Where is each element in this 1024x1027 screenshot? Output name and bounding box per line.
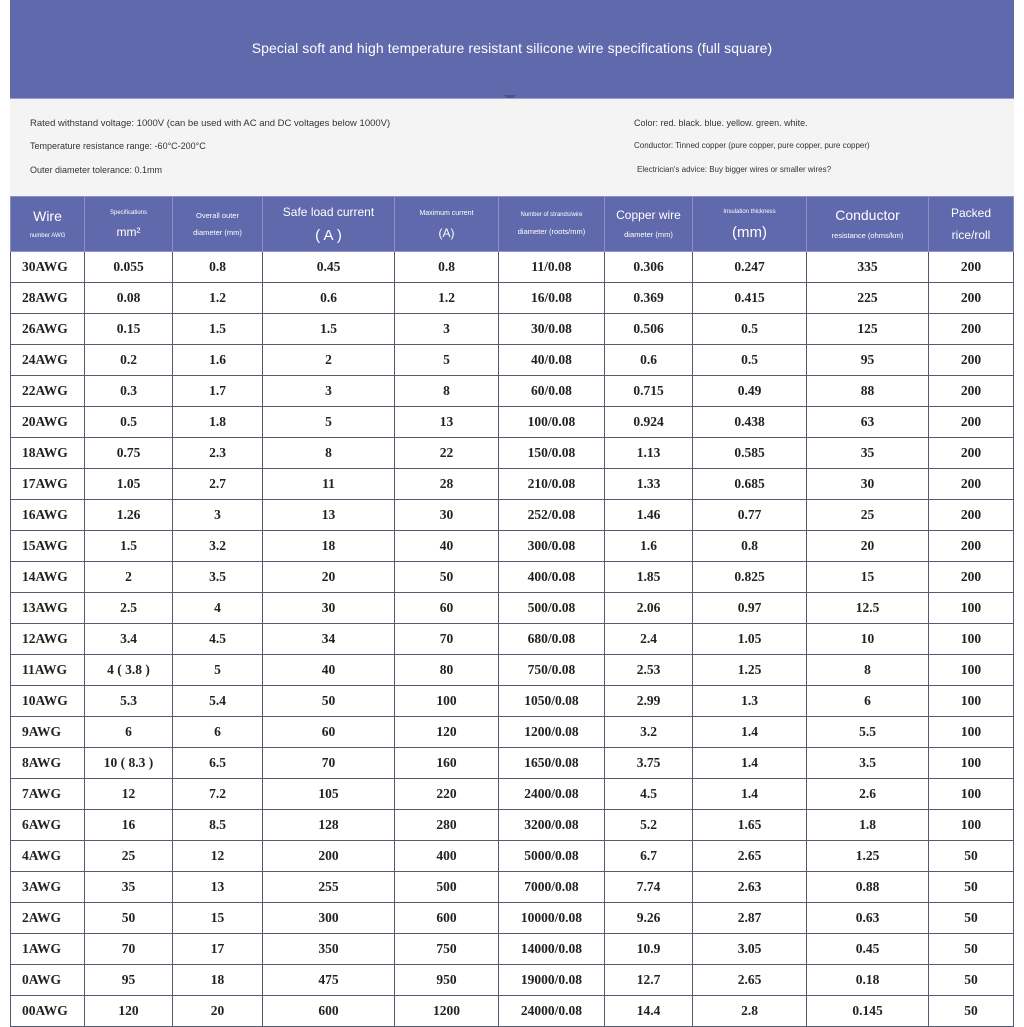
- cell-packed: 50: [929, 965, 1014, 996]
- cell-copper-diameter: 12.7: [605, 965, 693, 996]
- cell-cross-section: 0.055: [85, 252, 173, 283]
- cell-strands: 100/0.08: [499, 407, 605, 438]
- table-row: [11, 996, 1014, 1027]
- voltage-note: Rated withstand voltage: 1000V (can be used with AC and DC voltages below 1000V): [30, 118, 391, 129]
- cell-resistance: 0.45: [807, 934, 929, 965]
- cell-strands: 11/0.08: [499, 252, 605, 283]
- cell-insulation: 0.5: [693, 314, 807, 345]
- cell-packed: 100: [929, 810, 1014, 841]
- cell-copper-diameter: 7.74: [605, 872, 693, 903]
- cell-outer-diameter: 5: [173, 655, 263, 686]
- cell-packed: 200: [929, 531, 1014, 562]
- cell-safe-current: 300: [263, 903, 395, 934]
- cell-packed: 200: [929, 469, 1014, 500]
- cell-packed: 50: [929, 934, 1014, 965]
- cell-wire-gauge: 10AWG: [11, 686, 85, 717]
- table-body: [11, 252, 1014, 1027]
- cell-strands: 1050/0.08: [499, 686, 605, 717]
- cell-copper-diameter: 2.4: [605, 624, 693, 655]
- cell-insulation: 2.8: [693, 996, 807, 1027]
- cell-outer-diameter: 3: [173, 500, 263, 531]
- cell-insulation: 0.438: [693, 407, 807, 438]
- cell-resistance: 0.63: [807, 903, 929, 934]
- cell-outer-diameter: 2.7: [173, 469, 263, 500]
- cell-copper-diameter: 3.75: [605, 748, 693, 779]
- cell-strands: 500/0.08: [499, 593, 605, 624]
- cell-wire-gauge: 4AWG: [11, 841, 85, 872]
- cell-safe-current: 11: [263, 469, 395, 500]
- cell-packed: 50: [929, 872, 1014, 903]
- cell-packed: 100: [929, 717, 1014, 748]
- advice-note: Electrician's advice: Buy bigger wires or smaller wires?: [637, 165, 832, 174]
- table-row: [11, 779, 1014, 810]
- cell-strands: 750/0.08: [499, 655, 605, 686]
- cell-wire-gauge: 13AWG: [11, 593, 85, 624]
- table-row: [11, 810, 1014, 841]
- cell-max-current: 160: [395, 748, 499, 779]
- cell-packed: 200: [929, 500, 1014, 531]
- cell-copper-diameter: 1.6: [605, 531, 693, 562]
- cell-outer-diameter: 1.5: [173, 314, 263, 345]
- cell-strands: 19000/0.08: [499, 965, 605, 996]
- cell-wire-gauge: 00AWG: [11, 996, 85, 1027]
- cell-max-current: 40: [395, 531, 499, 562]
- cell-cross-section: 3.4: [85, 624, 173, 655]
- cell-packed: 200: [929, 562, 1014, 593]
- cell-packed: 50: [929, 841, 1014, 872]
- cell-packed: 100: [929, 624, 1014, 655]
- cell-cross-section: 0.15: [85, 314, 173, 345]
- cell-insulation: 2.87: [693, 903, 807, 934]
- cell-packed: 50: [929, 903, 1014, 934]
- cell-packed: 100: [929, 686, 1014, 717]
- cell-outer-diameter: 5.4: [173, 686, 263, 717]
- header-insulation: Insulation thickness (mm): [693, 197, 807, 252]
- cell-copper-diameter: 0.306: [605, 252, 693, 283]
- cell-max-current: 500: [395, 872, 499, 903]
- cell-resistance: 20: [807, 531, 929, 562]
- cell-resistance: 0.18: [807, 965, 929, 996]
- title-banner: [10, 0, 1014, 98]
- cell-outer-diameter: 17: [173, 934, 263, 965]
- cell-outer-diameter: 12: [173, 841, 263, 872]
- cell-insulation: 1.65: [693, 810, 807, 841]
- cell-max-current: 22: [395, 438, 499, 469]
- cell-wire-gauge: 2AWG: [11, 903, 85, 934]
- header-wire: Wire number AWG: [11, 197, 85, 252]
- cell-resistance: 15: [807, 562, 929, 593]
- cell-strands: 7000/0.08: [499, 872, 605, 903]
- cell-outer-diameter: 4.5: [173, 624, 263, 655]
- cell-packed: 200: [929, 314, 1014, 345]
- cell-outer-diameter: 1.2: [173, 283, 263, 314]
- cell-packed: 200: [929, 283, 1014, 314]
- cell-copper-diameter: 0.924: [605, 407, 693, 438]
- cell-resistance: 0.145: [807, 996, 929, 1027]
- cell-resistance: 0.88: [807, 872, 929, 903]
- table-row: [11, 407, 1014, 438]
- cell-strands: 3200/0.08: [499, 810, 605, 841]
- cell-cross-section: 0.3: [85, 376, 173, 407]
- wire-spec-table: [10, 196, 1014, 1027]
- cell-strands: 30/0.08: [499, 314, 605, 345]
- cell-resistance: 1.8: [807, 810, 929, 841]
- cell-wire-gauge: 15AWG: [11, 531, 85, 562]
- header-conductor-resistance: Conductor resistance (ohms/km): [807, 197, 929, 252]
- cell-packed: 200: [929, 376, 1014, 407]
- cell-strands: 1650/0.08: [499, 748, 605, 779]
- cell-packed: 50: [929, 996, 1014, 1027]
- cell-insulation: 0.247: [693, 252, 807, 283]
- cell-max-current: 28: [395, 469, 499, 500]
- cell-copper-diameter: 1.13: [605, 438, 693, 469]
- cell-outer-diameter: 6.5: [173, 748, 263, 779]
- cell-strands: 300/0.08: [499, 531, 605, 562]
- cell-outer-diameter: 6: [173, 717, 263, 748]
- cell-wire-gauge: 20AWG: [11, 407, 85, 438]
- table-row: [11, 748, 1014, 779]
- cell-insulation: 1.4: [693, 748, 807, 779]
- table-row: [11, 562, 1014, 593]
- cell-cross-section: 4 ( 3.8 ): [85, 655, 173, 686]
- cell-cross-section: 25: [85, 841, 173, 872]
- table-row: [11, 438, 1014, 469]
- cell-resistance: 35: [807, 438, 929, 469]
- cell-safe-current: 475: [263, 965, 395, 996]
- cell-safe-current: 40: [263, 655, 395, 686]
- cell-cross-section: 6: [85, 717, 173, 748]
- cell-insulation: 1.4: [693, 779, 807, 810]
- cell-safe-current: 200: [263, 841, 395, 872]
- table-row: [11, 283, 1014, 314]
- cell-strands: 1200/0.08: [499, 717, 605, 748]
- cell-insulation: 1.25: [693, 655, 807, 686]
- cell-strands: 150/0.08: [499, 438, 605, 469]
- cell-max-current: 70: [395, 624, 499, 655]
- cell-cross-section: 120: [85, 996, 173, 1027]
- cell-max-current: 60: [395, 593, 499, 624]
- cell-strands: 252/0.08: [499, 500, 605, 531]
- header-copper-wire: Copper wire diameter (mm): [605, 197, 693, 252]
- header-row: [11, 197, 1014, 252]
- cell-safe-current: 20: [263, 562, 395, 593]
- cell-strands: 680/0.08: [499, 624, 605, 655]
- cell-wire-gauge: 24AWG: [11, 345, 85, 376]
- cell-insulation: 0.585: [693, 438, 807, 469]
- cell-max-current: 3: [395, 314, 499, 345]
- cell-outer-diameter: 1.8: [173, 407, 263, 438]
- cell-safe-current: 0.45: [263, 252, 395, 283]
- header-maximum-current: Maximum current (A): [395, 197, 499, 252]
- table-row: [11, 717, 1014, 748]
- table-row: [11, 593, 1014, 624]
- cell-wire-gauge: 18AWG: [11, 438, 85, 469]
- header-packed: Packed rice/roll: [929, 197, 1014, 252]
- cell-safe-current: 70: [263, 748, 395, 779]
- cell-cross-section: 16: [85, 810, 173, 841]
- cell-max-current: 120: [395, 717, 499, 748]
- cell-wire-gauge: 7AWG: [11, 779, 85, 810]
- cell-resistance: 3.5: [807, 748, 929, 779]
- table-row: [11, 686, 1014, 717]
- cell-copper-diameter: 10.9: [605, 934, 693, 965]
- cell-max-current: 30: [395, 500, 499, 531]
- cell-outer-diameter: 15: [173, 903, 263, 934]
- cell-strands: 10000/0.08: [499, 903, 605, 934]
- cell-copper-diameter: 2.99: [605, 686, 693, 717]
- cell-copper-diameter: 9.26: [605, 903, 693, 934]
- page-title: Special soft and high temperature resistant silicone wire specifications (full square): [251, 40, 773, 56]
- cell-safe-current: 600: [263, 996, 395, 1027]
- cell-wire-gauge: 8AWG: [11, 748, 85, 779]
- table-row: [11, 934, 1014, 965]
- cell-safe-current: 255: [263, 872, 395, 903]
- cell-strands: 16/0.08: [499, 283, 605, 314]
- cell-copper-diameter: 0.6: [605, 345, 693, 376]
- cell-outer-diameter: 18: [173, 965, 263, 996]
- cell-max-current: 600: [395, 903, 499, 934]
- table-row: [11, 872, 1014, 903]
- cell-insulation: 0.5: [693, 345, 807, 376]
- cell-wire-gauge: 30AWG: [11, 252, 85, 283]
- cell-wire-gauge: 11AWG: [11, 655, 85, 686]
- color-note: Color: red. black. blue. yellow. green. white.: [634, 118, 808, 128]
- cell-resistance: 30: [807, 469, 929, 500]
- cell-wire-gauge: 9AWG: [11, 717, 85, 748]
- table-row: [11, 903, 1014, 934]
- cell-safe-current: 13: [263, 500, 395, 531]
- cell-outer-diameter: 8.5: [173, 810, 263, 841]
- cell-copper-diameter: 0.506: [605, 314, 693, 345]
- cell-cross-section: 2.5: [85, 593, 173, 624]
- cell-strands: 60/0.08: [499, 376, 605, 407]
- cell-packed: 100: [929, 779, 1014, 810]
- cell-copper-diameter: 2.53: [605, 655, 693, 686]
- cell-cross-section: 0.5: [85, 407, 173, 438]
- cell-strands: 5000/0.08: [499, 841, 605, 872]
- cell-insulation: 0.77: [693, 500, 807, 531]
- cell-insulation: 2.65: [693, 841, 807, 872]
- table-row: [11, 252, 1014, 283]
- header-outer-diameter: Overall outer diameter (mm): [173, 197, 263, 252]
- spec-info-panel: [10, 98, 1014, 196]
- cell-copper-diameter: 14.4: [605, 996, 693, 1027]
- cell-insulation: 3.05: [693, 934, 807, 965]
- cell-wire-gauge: 26AWG: [11, 314, 85, 345]
- cell-outer-diameter: 0.8: [173, 252, 263, 283]
- cell-cross-section: 1.05: [85, 469, 173, 500]
- cell-insulation: 2.63: [693, 872, 807, 903]
- cell-cross-section: 50: [85, 903, 173, 934]
- tolerance-note: Outer diameter tolerance: 0.1mm: [30, 165, 163, 175]
- cell-resistance: 12.5: [807, 593, 929, 624]
- cell-wire-gauge: 22AWG: [11, 376, 85, 407]
- cell-safe-current: 60: [263, 717, 395, 748]
- cell-outer-diameter: 13: [173, 872, 263, 903]
- cell-wire-gauge: 16AWG: [11, 500, 85, 531]
- cell-cross-section: 1.26: [85, 500, 173, 531]
- cell-packed: 200: [929, 438, 1014, 469]
- cell-copper-diameter: 3.2: [605, 717, 693, 748]
- cell-strands: 14000/0.08: [499, 934, 605, 965]
- cell-safe-current: 18: [263, 531, 395, 562]
- cell-resistance: 8: [807, 655, 929, 686]
- cell-safe-current: 50: [263, 686, 395, 717]
- cell-wire-gauge: 1AWG: [11, 934, 85, 965]
- cell-wire-gauge: 12AWG: [11, 624, 85, 655]
- cell-copper-diameter: 2.06: [605, 593, 693, 624]
- table-row: [11, 965, 1014, 996]
- cell-strands: 2400/0.08: [499, 779, 605, 810]
- cell-copper-diameter: 1.33: [605, 469, 693, 500]
- cell-strands: 400/0.08: [499, 562, 605, 593]
- cell-copper-diameter: 4.5: [605, 779, 693, 810]
- cell-resistance: 10: [807, 624, 929, 655]
- cell-resistance: 25: [807, 500, 929, 531]
- cell-cross-section: 10 ( 8.3 ): [85, 748, 173, 779]
- cell-max-current: 50: [395, 562, 499, 593]
- cell-resistance: 63: [807, 407, 929, 438]
- cell-max-current: 5: [395, 345, 499, 376]
- cell-insulation: 0.97: [693, 593, 807, 624]
- cell-packed: 200: [929, 407, 1014, 438]
- cell-packed: 200: [929, 252, 1014, 283]
- table-row: [11, 469, 1014, 500]
- cell-insulation: 0.8: [693, 531, 807, 562]
- cell-insulation: 1.05: [693, 624, 807, 655]
- cell-wire-gauge: 28AWG: [11, 283, 85, 314]
- table-row: [11, 624, 1014, 655]
- cell-max-current: 100: [395, 686, 499, 717]
- cell-max-current: 1.2: [395, 283, 499, 314]
- cell-wire-gauge: 17AWG: [11, 469, 85, 500]
- cell-copper-diameter: 1.85: [605, 562, 693, 593]
- cell-copper-diameter: 6.7: [605, 841, 693, 872]
- cell-max-current: 750: [395, 934, 499, 965]
- header-strands: Number of strands/wire diameter (roots/mm): [499, 197, 605, 252]
- cell-cross-section: 5.3: [85, 686, 173, 717]
- cell-max-current: 950: [395, 965, 499, 996]
- cell-safe-current: 105: [263, 779, 395, 810]
- cell-max-current: 280: [395, 810, 499, 841]
- cell-safe-current: 128: [263, 810, 395, 841]
- cell-outer-diameter: 3.2: [173, 531, 263, 562]
- cell-resistance: 1.25: [807, 841, 929, 872]
- cell-packed: 100: [929, 593, 1014, 624]
- cell-copper-diameter: 1.46: [605, 500, 693, 531]
- cell-resistance: 225: [807, 283, 929, 314]
- cell-max-current: 0.8: [395, 252, 499, 283]
- cell-insulation: 1.4: [693, 717, 807, 748]
- cell-resistance: 88: [807, 376, 929, 407]
- cell-outer-diameter: 4: [173, 593, 263, 624]
- cell-outer-diameter: 1.7: [173, 376, 263, 407]
- cell-insulation: 0.415: [693, 283, 807, 314]
- table-row: [11, 376, 1014, 407]
- cell-outer-diameter: 2.3: [173, 438, 263, 469]
- cell-cross-section: 0.2: [85, 345, 173, 376]
- cell-max-current: 400: [395, 841, 499, 872]
- cell-wire-gauge: 6AWG: [11, 810, 85, 841]
- table-row: [11, 841, 1014, 872]
- cell-max-current: 1200: [395, 996, 499, 1027]
- cell-max-current: 80: [395, 655, 499, 686]
- table-row: [11, 655, 1014, 686]
- cell-insulation: 0.825: [693, 562, 807, 593]
- table-row: [11, 500, 1014, 531]
- cell-strands: 40/0.08: [499, 345, 605, 376]
- table-row: [11, 531, 1014, 562]
- cell-insulation: 1.3: [693, 686, 807, 717]
- cell-insulation: 0.685: [693, 469, 807, 500]
- cell-max-current: 13: [395, 407, 499, 438]
- cell-cross-section: 1.5: [85, 531, 173, 562]
- cell-safe-current: 34: [263, 624, 395, 655]
- cell-insulation: 0.49: [693, 376, 807, 407]
- cell-max-current: 8: [395, 376, 499, 407]
- cell-cross-section: 95: [85, 965, 173, 996]
- spec-table-wrapper: [10, 196, 1013, 1027]
- cell-strands: 24000/0.08: [499, 996, 605, 1027]
- cell-safe-current: 30: [263, 593, 395, 624]
- table-row: [11, 314, 1014, 345]
- cell-cross-section: 0.08: [85, 283, 173, 314]
- cell-resistance: 6: [807, 686, 929, 717]
- cell-resistance: 125: [807, 314, 929, 345]
- cell-safe-current: 350: [263, 934, 395, 965]
- cell-wire-gauge: 3AWG: [11, 872, 85, 903]
- cell-wire-gauge: 14AWG: [11, 562, 85, 593]
- temperature-note: Temperature resistance range: -60°C-200°C: [30, 141, 206, 151]
- cell-packed: 200: [929, 345, 1014, 376]
- header-spec: Specifications mm²: [85, 197, 173, 252]
- cell-cross-section: 12: [85, 779, 173, 810]
- cell-copper-diameter: 5.2: [605, 810, 693, 841]
- cell-cross-section: 0.75: [85, 438, 173, 469]
- cell-safe-current: 2: [263, 345, 395, 376]
- cell-resistance: 335: [807, 252, 929, 283]
- cell-safe-current: 0.6: [263, 283, 395, 314]
- cell-safe-current: 1.5: [263, 314, 395, 345]
- cell-cross-section: 35: [85, 872, 173, 903]
- cell-max-current: 220: [395, 779, 499, 810]
- cell-outer-diameter: 1.6: [173, 345, 263, 376]
- table-row: [11, 345, 1014, 376]
- cell-strands: 210/0.08: [499, 469, 605, 500]
- cell-copper-diameter: 0.369: [605, 283, 693, 314]
- cell-outer-diameter: 20: [173, 996, 263, 1027]
- cell-cross-section: 70: [85, 934, 173, 965]
- cell-copper-diameter: 0.715: [605, 376, 693, 407]
- cell-insulation: 2.65: [693, 965, 807, 996]
- cell-safe-current: 5: [263, 407, 395, 438]
- header-safe-load-current: Safe load current ( A ): [263, 197, 395, 252]
- cell-outer-diameter: 7.2: [173, 779, 263, 810]
- cell-packed: 100: [929, 748, 1014, 779]
- cell-packed: 100: [929, 655, 1014, 686]
- cell-cross-section: 2: [85, 562, 173, 593]
- cell-outer-diameter: 3.5: [173, 562, 263, 593]
- cell-resistance: 5.5: [807, 717, 929, 748]
- cell-safe-current: 3: [263, 376, 395, 407]
- conductor-note: Conductor: Tinned copper (pure copper, pure copper, pure copper): [634, 141, 870, 150]
- cell-resistance: 2.6: [807, 779, 929, 810]
- cell-wire-gauge: 0AWG: [11, 965, 85, 996]
- cell-resistance: 95: [807, 345, 929, 376]
- cell-safe-current: 8: [263, 438, 395, 469]
